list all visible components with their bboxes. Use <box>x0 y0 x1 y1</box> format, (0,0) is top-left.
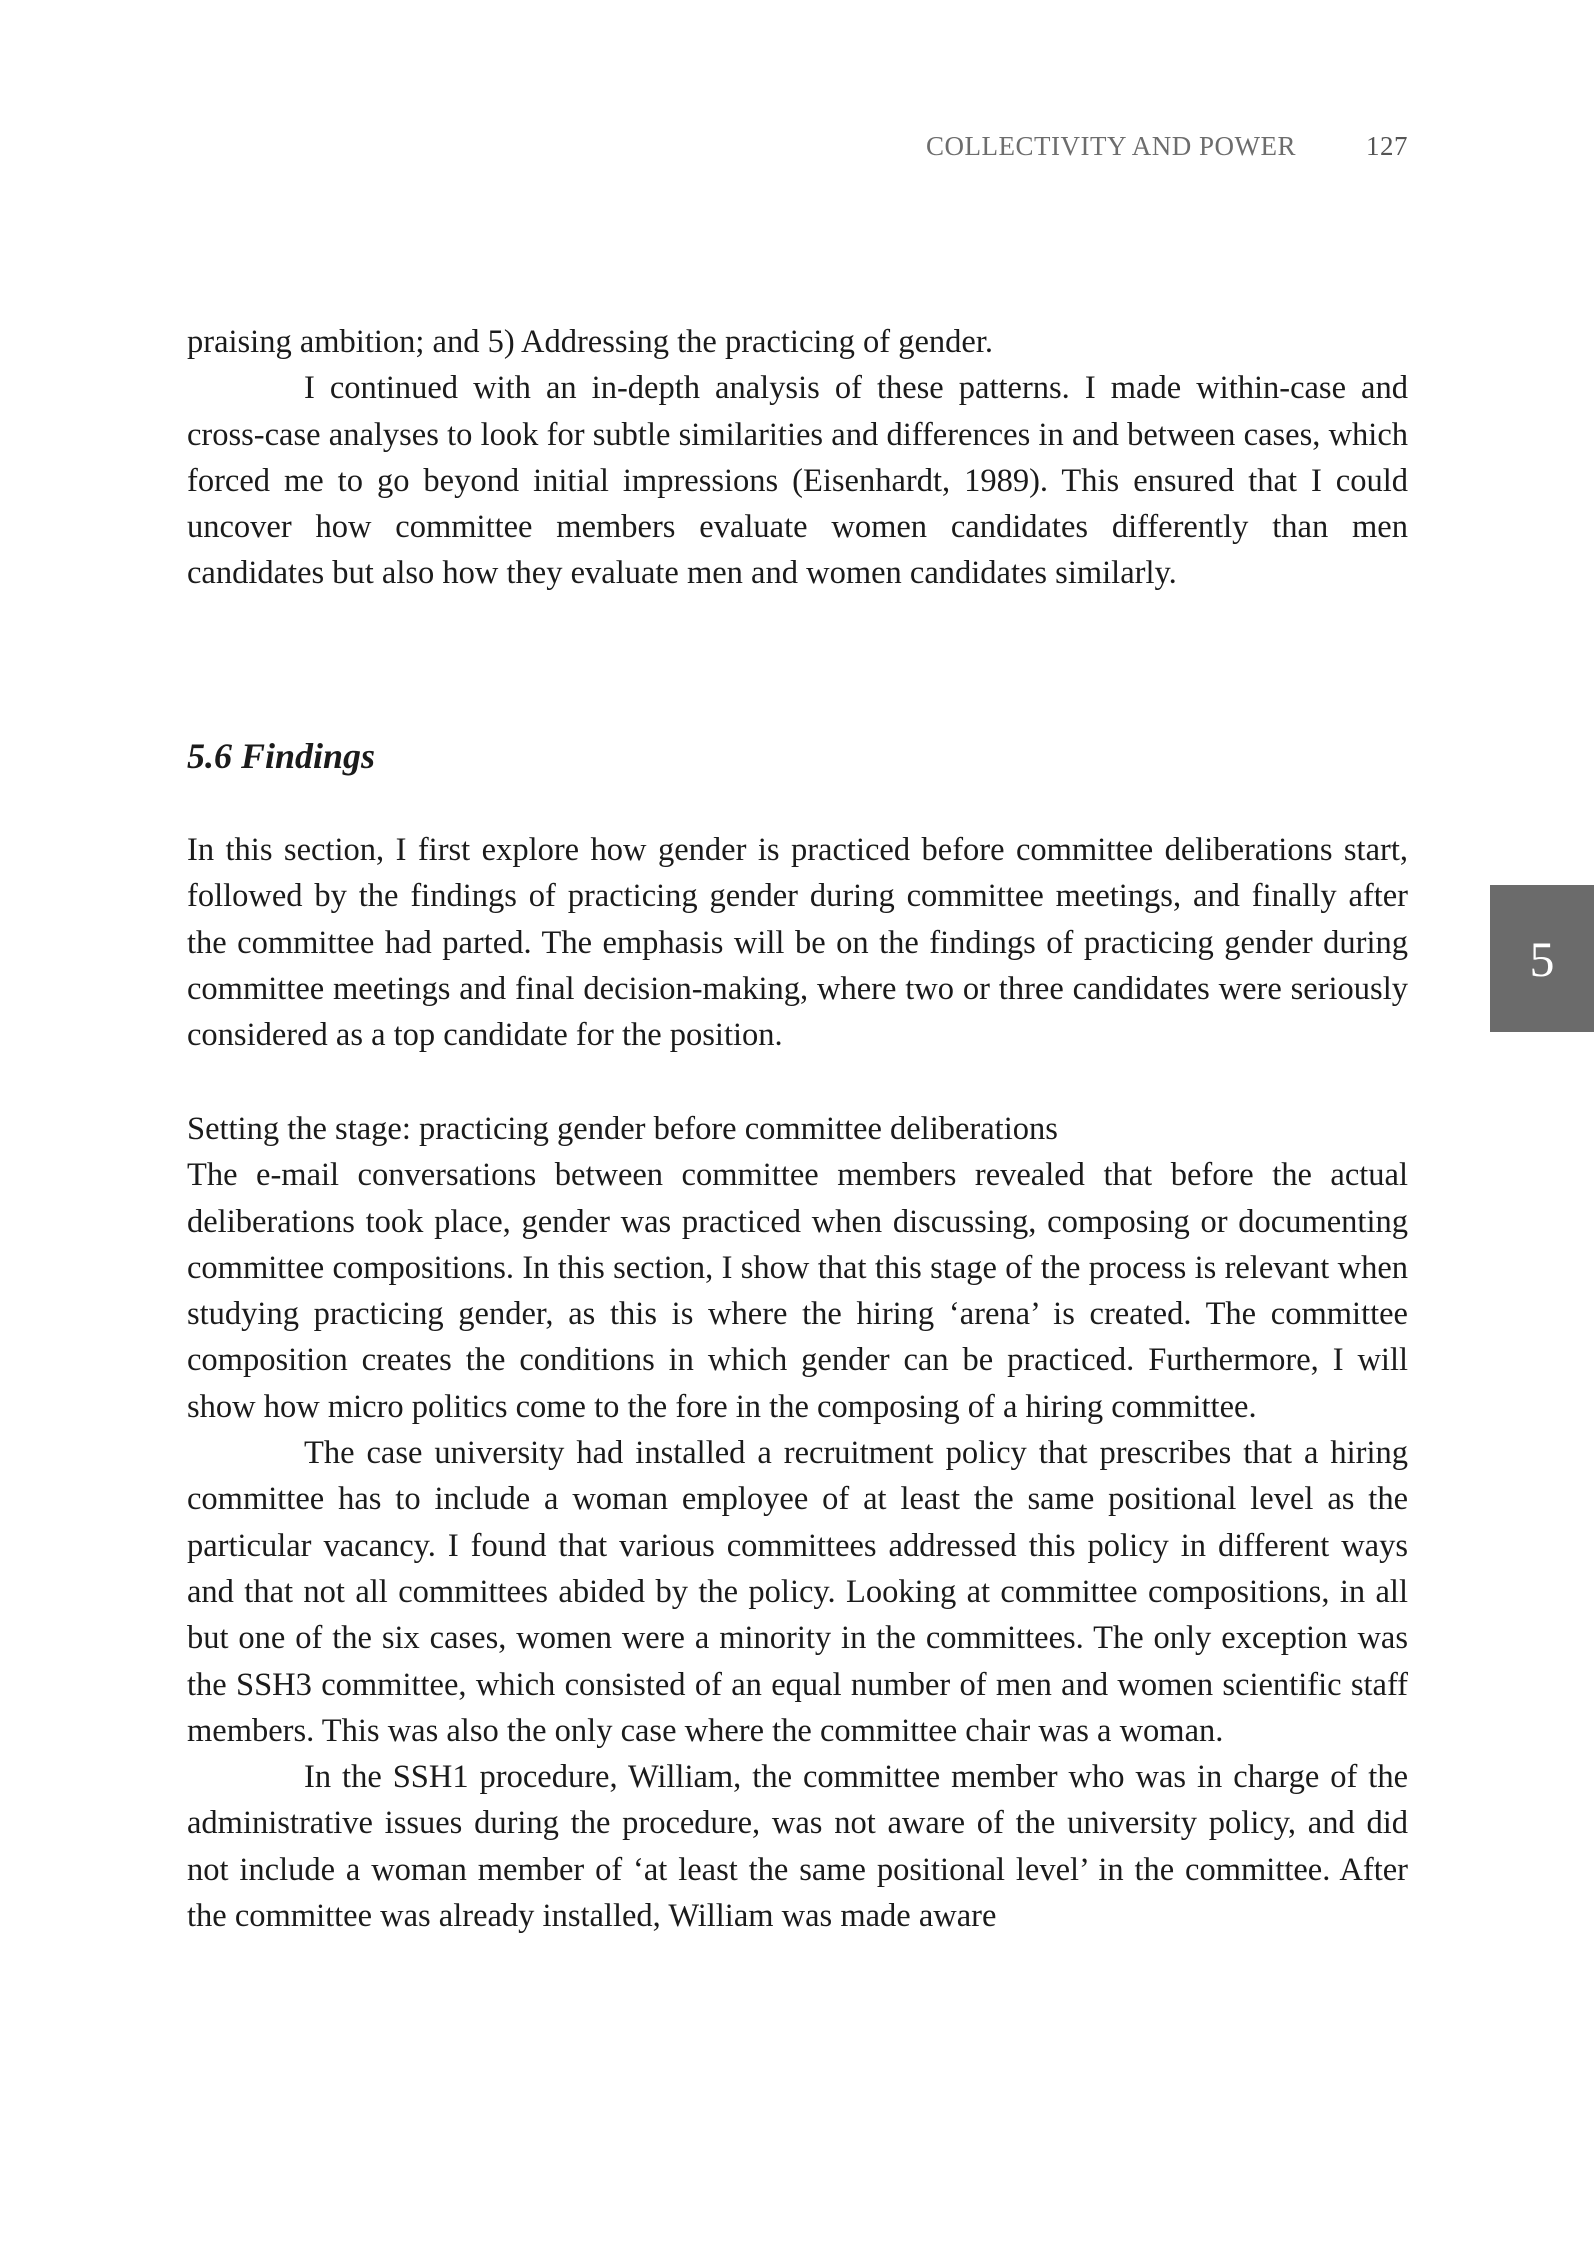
running-header-title: COLLECTIVITY AND POWER <box>926 130 1296 161</box>
subsection-heading: Setting the stage: practicing gender before committee deliberations <box>187 1111 1058 1147</box>
chapter-tab-number: 5 <box>1529 930 1555 987</box>
running-header <box>860 126 1408 166</box>
section-heading: 5.6 Findings <box>187 736 376 776</box>
subsection-paragraph-2: The case university had installed a recruitment policy that prescribes that a hiring committee has to include a woman employee of at least the same positional level as the particular vacancy. I found that various committees addressed this policy in different ways and that not all committees abided by the policy. Looking at committee compositions, in all but one of the six cases, women were a minority in the committees. The only exception was the SSH3 committee, which consisted of an equal number of men and women scientific staff members. This was also the only case where the committee chair was a woman. <box>187 1435 1408 1749</box>
chapter-tab <box>1490 885 1594 1032</box>
intro-text <box>187 319 1408 597</box>
findings-paragraph: In this section, I first explore how gender is practiced before committee deliberations start, followed by the findings of practicing gender during committee meetings, and finally after the committee had parted. The emphasis will be on the findings of practicing gender during committee meetings and final decision-making, where two or three candidates were seriously considered as a top candidate for the position. <box>187 832 1408 1054</box>
intro-paragraph-continued: praising ambition; and 5) Addressing the practicing of gender. <box>187 324 993 360</box>
intro-paragraph-analysis: I continued with an in-depth analysis of these patterns. I made within-case and cross-case analyses to look for subtle similarities and differences in and between cases, which forced me to go beyond initial impressions (Eisenhardt, 1989). This ensured that I could uncover how committee members evaluate women candidates differently than men candidates but also how they evaluate men and women candidates similarly. <box>187 370 1408 592</box>
page-number: 127 <box>1366 130 1408 161</box>
findings-intro <box>187 827 1408 1058</box>
subsection <box>187 1106 1408 1939</box>
subsection-paragraph-3: In the SSH1 procedure, William, the committee member who was in charge of the administrative issues during the procedure, was not aware of the university policy, and did not include a woman member of ‘at least the same positional level’ in the committee. After the committee was already installed, William was made aware <box>187 1759 1408 1935</box>
subsection-paragraph-1: The e-mail conversations between committee members revealed that before the actual deliberations took place, gender was practiced when discussing, composing or documenting committee compositions. In this section, I show that this stage of the process is relevant when studying practicing gender, as this is where the hiring ‘arena’ is created. The committee composition creates the conditions in which gender can be practiced. Furthermore, I will show how micro politics come to the fore in the composing of a hiring committee. <box>187 1157 1408 1425</box>
